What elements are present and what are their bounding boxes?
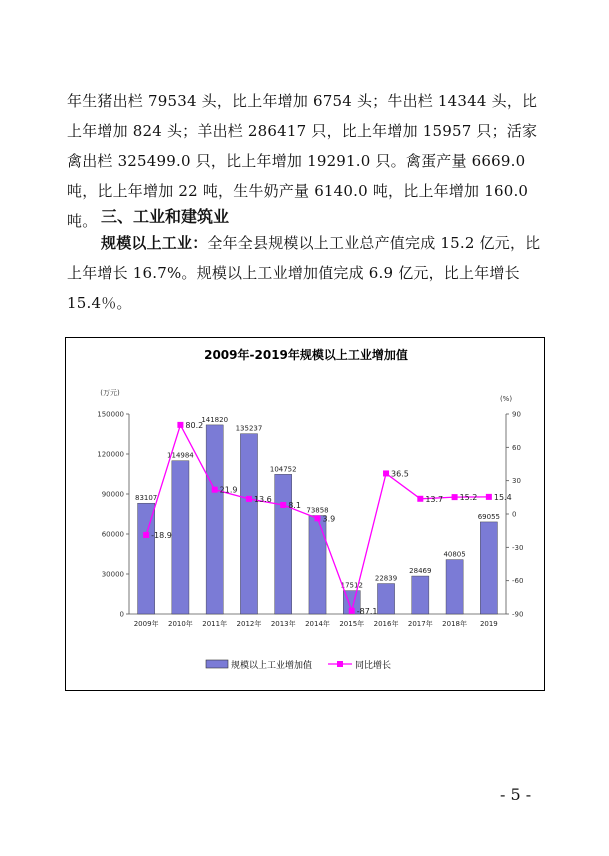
growth-value-label: 80.2 [185,420,204,430]
bar-value-label: 17512 [340,581,363,590]
y-tick-label: 30000 [101,570,124,579]
y-axis-label: (万元) [100,389,120,397]
y-tick-label: 0 [119,610,124,619]
x-tick-label: 2014年 [305,620,330,628]
legend-line-label: 同比增长 [355,661,392,671]
y2-tick-label: -30 [512,543,524,552]
y2-tick-label: 60 [512,443,521,452]
x-tick-label: 2012年 [236,620,262,628]
y2-axis-label: (%) [499,395,513,403]
growth-marker [486,494,492,500]
legend-line-marker [337,661,343,667]
y2-tick-label: 0 [512,510,517,519]
bar-value-label: 135237 [235,424,263,433]
paragraph-industry [67,228,545,318]
bar-value-label: 73858 [306,506,329,515]
bar [240,434,257,614]
bar [377,584,394,614]
growth-marker [246,496,252,502]
bar [206,425,223,614]
page-number: - 5 - [500,785,532,804]
y2-tick-label: 30 [512,477,521,486]
y-tick-label: 120000 [97,450,124,459]
x-tick-label: 2010年 [167,620,193,628]
legend-bar-swatch [206,660,228,668]
growth-value-label: 3.9 [322,514,336,524]
growth-marker [143,532,149,538]
bar [172,461,189,614]
bar-value-label: 22839 [374,574,398,583]
bar [412,576,429,614]
bar-value-label: 114984 [167,451,194,460]
growth-value-label: 36.5 [391,469,409,479]
growth-marker [280,502,286,508]
bar-value-label: 69055 [477,512,501,521]
legend-bar-label: 规模以上工业增加值 [231,661,313,671]
paragraph-body: 全年全县规模以上工业总产值完成 15.2 亿元，比上年增长 16.7%。规模以上工业增加值完成 6.9 亿元，比上年增长 15.4％。 [67,234,541,312]
bar-value-label: 40805 [443,550,466,559]
bar [446,560,463,614]
bar [138,503,155,614]
growth-marker [177,422,183,428]
growth-value-label: 13.6 [253,494,272,504]
x-tick-label: 2019 [479,620,498,628]
growth-marker [383,470,389,476]
chart-svg [66,338,546,692]
y-tick-label: 60000 [101,530,124,539]
chart-title: 2009年-2019年规模以上工业增加值 [204,348,408,362]
chart-container [65,337,545,691]
growth-marker [212,487,218,493]
growth-value-label: 15.4 [493,492,512,502]
growth-value-label: 8.1 [288,501,301,510]
growth-marker [315,515,321,521]
growth-value-label: 21.9 [219,485,238,495]
growth-value-label: 13.7 [425,494,444,504]
y2-tick-label: -60 [512,577,524,586]
growth-marker [349,608,355,614]
growth-marker [417,496,423,502]
x-tick-label: 2009年 [133,620,159,628]
growth-value-label: 15.2 [459,493,478,503]
bar [275,474,292,614]
y-tick-label: 90000 [101,490,124,499]
bar-value-label: 141820 [201,415,229,424]
x-tick-label: 2011年 [202,620,228,628]
section-heading: 三、工业和建筑业 [101,207,230,226]
bar [480,522,497,614]
bar-value-label: 104752 [269,465,297,474]
chart-legend [206,659,391,671]
x-tick-label: 2018年 [442,620,468,628]
x-tick-label: 2015年 [339,620,365,628]
bar [309,516,326,614]
bar-value-label: 83107 [134,494,158,503]
paragraph-livestock: 年生猪出栏 79534 头，比上年增加 6754 头；牛出栏 14344 头，比上年增加 824 头；羊出栏 286417 只，比上年增加 15957 只；活家禽出栏 325499.0 只，比上年增加 19291.0 只。禽蛋产量 6669.0 吨，比上年增加 22 吨，生牛奶产量 6140.0 吨，比上年增加 160.0 吨。 [67,92,538,230]
growth-value-label: -87.1 [356,606,378,616]
growth-value-label: -18.9 [151,531,172,540]
y2-tick-label: -90 [512,610,524,619]
x-tick-label: 2016年 [373,620,399,628]
y2-tick-label: 90 [512,410,521,419]
paragraph-lead: 规模以上工业： [101,234,208,252]
bar-value-label: 28469 [409,567,432,576]
x-tick-label: 2013年 [270,620,296,628]
x-tick-label: 2017年 [407,620,433,628]
y-tick-label: 150000 [97,410,124,419]
growth-marker [452,494,458,500]
